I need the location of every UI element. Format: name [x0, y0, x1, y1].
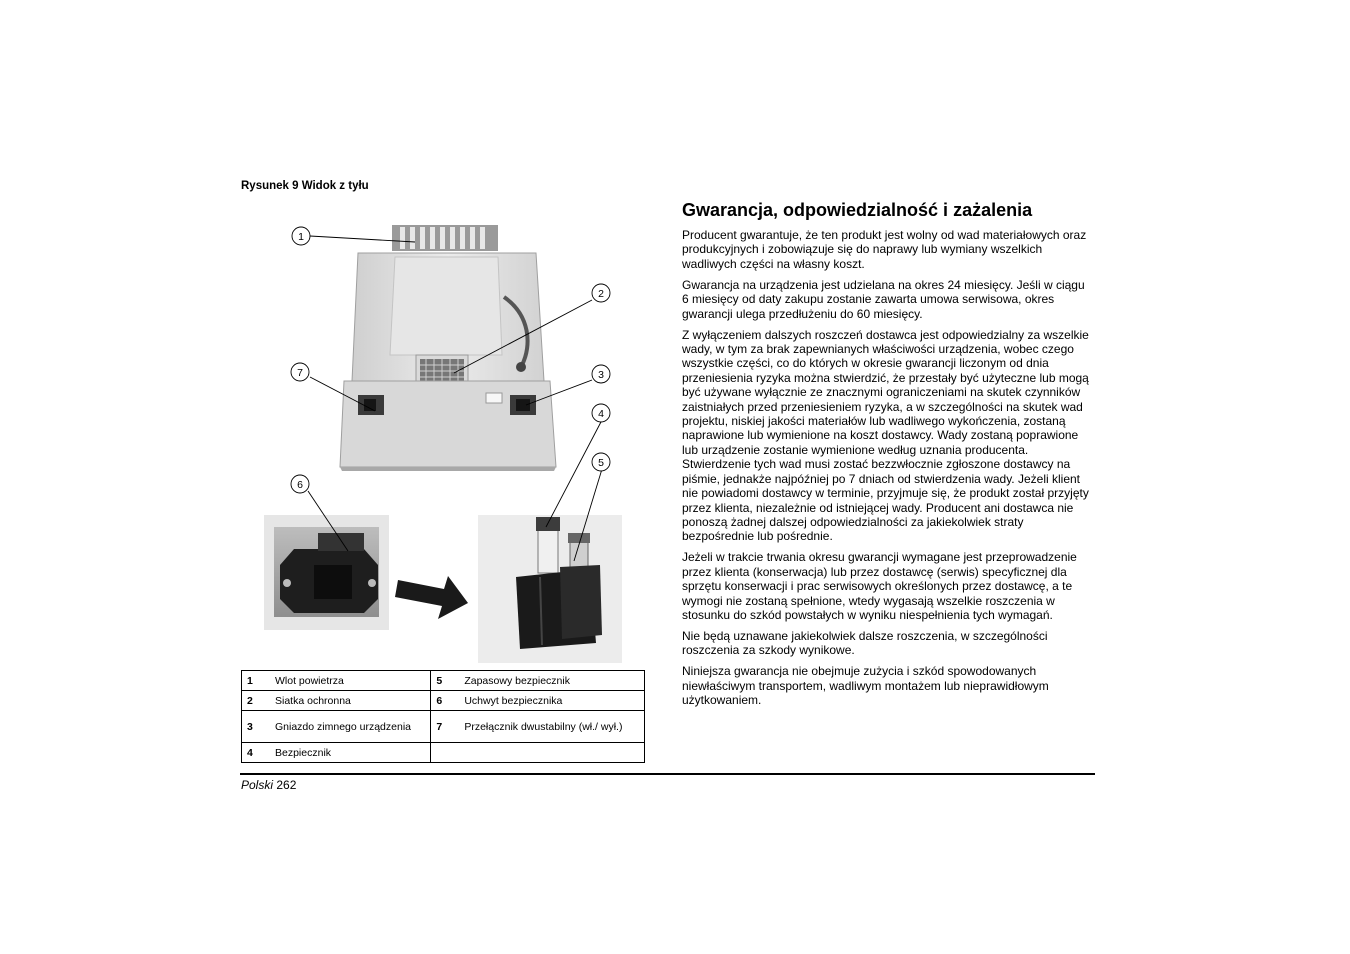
legend-label: Przełącznik dwustabilny (wł./ wył.)	[459, 711, 644, 743]
callout-5	[592, 453, 610, 471]
legend-number: 2	[242, 691, 271, 711]
legend-label: Wlot powietrza	[270, 671, 431, 691]
legend-number: 4	[242, 743, 271, 763]
paragraph: Jeżeli w trakcie trwania okresu gwarancji wymagane jest przeprowadzenie przez klienta (konserwacja) lub przez dostawcę (serwis) specyficznej dla sprzętu konserwacji i prac serwisowych określonych przez dostawcę, a te wymogi nie zostaną spełnione, wtedy wygasają wszelkie roszczenia w stosunku do szkód powstałych w wyniku niespełnienia tych wymagań.	[682, 550, 1077, 622]
svg-text:1: 1	[298, 231, 304, 243]
legend-number: 3	[242, 711, 271, 743]
legend-number: 5	[431, 671, 460, 691]
paragraph: Gwarancja na urządzenia jest udzielana na okres 24 miesięcy. Jeśli w ciągu 6 miesięcy od daty zakupu zostanie zawarta umowa serwisowa, okres gwarancji ulega przedłużeniu do 60 miesięcy.	[682, 277, 1085, 321]
table-row	[242, 671, 645, 691]
legend-number: 6	[431, 691, 460, 711]
table-row	[242, 743, 645, 763]
paragraph: Nie będą uznawane jakiekolwiek dalsze roszczenia, w szczególności roszczenia za szkody wynikowe.	[682, 628, 1048, 658]
callout-1	[292, 227, 310, 245]
footer-rule	[240, 773, 1095, 775]
section-body	[682, 228, 1094, 714]
table-row	[242, 711, 645, 743]
svg-text:2: 2	[598, 288, 604, 300]
figure-legend-table	[241, 670, 645, 763]
legend-label: Siatka ochronna	[270, 691, 431, 711]
legend-label: Zapasowy bezpiecznik	[459, 671, 644, 691]
svg-text:7: 7	[297, 367, 303, 379]
svg-text:4: 4	[598, 408, 604, 420]
rear-view-figure	[240, 205, 650, 667]
legend-label: Bezpiecznik	[270, 743, 431, 763]
section-heading: Gwarancja, odpowiedzialność i zażalenia	[682, 200, 1033, 220]
table-row	[242, 691, 645, 711]
paragraph: Niniejsza gwarancja nie obejmuje zużycia i szkód spowodowanych niewłaściwym transportem, wadliwym montażem lub nieprawidłowym użytkowaniem.	[682, 664, 1049, 708]
page-number: 262	[276, 778, 297, 792]
instrument-rear-photo	[340, 225, 556, 471]
legend-label: Gniazdo zimnego urządzenia	[270, 711, 431, 743]
legend-number: 7	[431, 711, 460, 743]
arrow-icon	[395, 576, 468, 619]
callout-2	[592, 284, 610, 302]
footer-language: Polski	[241, 778, 274, 792]
callout-7	[291, 363, 309, 381]
legend-label	[459, 743, 644, 763]
svg-text:6: 6	[297, 479, 303, 491]
fuse-holder-photo	[264, 515, 389, 630]
legend-label: Uchwyt bezpiecznika	[459, 691, 644, 711]
callout-4	[592, 404, 610, 422]
paragraph: Z wyłączeniem dalszych roszczeń dostawca jest odpowiedzialny za wszelkie wady, w tym za brak zapewnianych właściwości urządzenia, wobec czego wszystkie części, co do których w okresie gwarancji liczonym od dnia przeniesienia ryzyka można stwierdzić, że przestały być użyteczne lub mogą być używane wyłącznie ze znacznymi ograniczeniami na skutek czynników zaistniałych przed przeniesieniem ryzyka, a w szczególności na skutek wad projektu, niskiej jakości materiałów lub wadliwego wykończenia, zostaną naprawione lub wymienione na koszt dostawcy. Wady zostaną poprawione lub urządzenie zostanie wymienione według uznania producenta. Stwierdzenie tych wad musi zostać bezzwłocznie zgłoszone dostawcy na piśmie, jednakże najpóźniej po 7 dniach od stwierdzenia wady. Jeżeli klient nie powiadomi dostawcy w terminie, przyjmuje się, że produkt został przyjęty przez klienta, niezależnie od istniejącej wady. Producent ani dostawca nie ponoszą żadnej dalszej odpowiedzialności za jakiekolwiek straty bezpośrednie lub pośrednie.	[682, 327, 1089, 544]
figure-caption: Rysunek 9 Widok z tyłu	[241, 180, 369, 192]
svg-text:5: 5	[598, 457, 604, 469]
fuses-photo	[478, 515, 622, 663]
callout-6	[291, 475, 309, 493]
legend-number: 1	[242, 671, 271, 691]
paragraph: Producent gwarantuje, że ten produkt jest wolny od wad materiałowych oraz produkcyjnych i zobowiązuje się do naprawy lub wymiany wszelkich wadliwych części na własny koszt.	[682, 228, 1087, 271]
callout-3	[592, 365, 610, 383]
page-footer	[241, 778, 296, 792]
legend-number	[431, 743, 460, 763]
svg-text:3: 3	[598, 369, 604, 381]
